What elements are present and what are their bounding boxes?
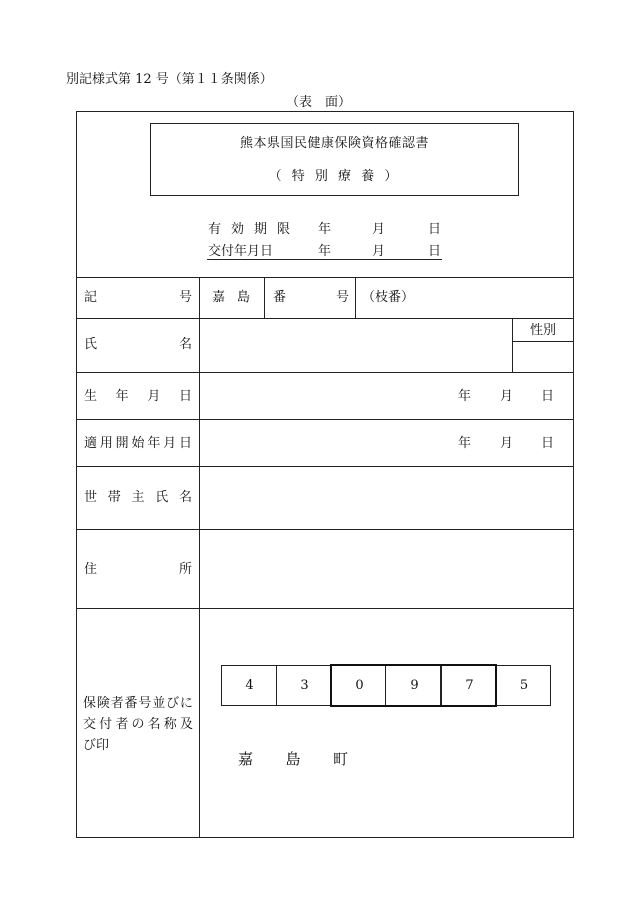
insurer-digit-4: 9: [410, 678, 419, 693]
row-divider: [76, 277, 574, 278]
issue-year-unit: 年: [318, 244, 332, 259]
row-divider: [76, 372, 574, 373]
address-label: 住 所: [84, 562, 192, 577]
expiry-label: 有 効 期 限: [208, 222, 290, 237]
form-reference: 別記様式第 12 号（第１１条関係）: [66, 72, 273, 87]
insurer-digit-6: 5: [519, 678, 529, 693]
household-head-label: 世 帯 主 氏 名: [84, 490, 192, 505]
sex-header-divider: [512, 341, 574, 342]
digit-divider: [385, 666, 386, 705]
digit-divider: [440, 666, 441, 705]
sex-label: 性別: [529, 323, 556, 338]
birth-date-label: 生 年 月 日: [84, 389, 192, 404]
row-divider: [76, 608, 574, 609]
insurer-digit-3: 0: [355, 678, 364, 693]
insurer-label-line2: 交 付 者 の 名 称 及: [83, 717, 193, 732]
issue-month-unit: 月: [372, 244, 386, 259]
name-label: 氏 名: [84, 337, 192, 352]
start-day-unit: 日: [541, 436, 555, 451]
row-divider: [76, 419, 574, 420]
number-label: 番 号: [273, 290, 349, 305]
start-year-unit: 年: [458, 436, 472, 451]
row-divider: [76, 466, 574, 467]
issue-day-unit: 日: [428, 244, 442, 259]
expiry-day-unit: 日: [428, 222, 442, 237]
insurer-digit-5: 7: [465, 678, 474, 693]
birth-year-unit: 年: [458, 389, 472, 404]
insurer-number-emphasis: [330, 664, 497, 707]
start-month-unit: 月: [500, 436, 514, 451]
document-title: 熊本県国民健康保険資格確認書: [239, 136, 429, 151]
insurer-digit-2: 3: [300, 678, 309, 693]
row-divider: [76, 529, 574, 530]
insurer-label-line1: 保 険 者 番 号 並 び に: [83, 696, 193, 711]
expiry-year-unit: 年: [318, 222, 332, 237]
birth-month-unit: 月: [500, 389, 514, 404]
insurer-digit-1: 4: [245, 678, 254, 693]
insurer-label-line3: び印: [83, 738, 110, 753]
symbol-label: 記 号: [84, 290, 192, 305]
document-subtitle: （ 特 別 療 養 ）: [268, 169, 401, 184]
issue-date-label: 交付年月日: [208, 244, 274, 259]
issue-date-underline: [207, 259, 442, 260]
expiry-month-unit: 月: [372, 222, 386, 237]
side-indicator: （表 面）: [286, 95, 352, 110]
symbol-value: 嘉 島: [212, 290, 250, 305]
title-box: [150, 123, 519, 196]
branch-number-label: （枝番）: [362, 290, 415, 305]
row-divider: [76, 318, 574, 319]
start-date-label: 適 用 開 始 年 月 日: [84, 436, 192, 451]
issuer-name: 嘉 島 町: [238, 750, 348, 768]
label-column-divider: [199, 277, 200, 838]
number-value-divider: [355, 277, 356, 318]
symbol-value-divider: [264, 277, 265, 318]
birth-day-unit: 日: [541, 389, 555, 404]
